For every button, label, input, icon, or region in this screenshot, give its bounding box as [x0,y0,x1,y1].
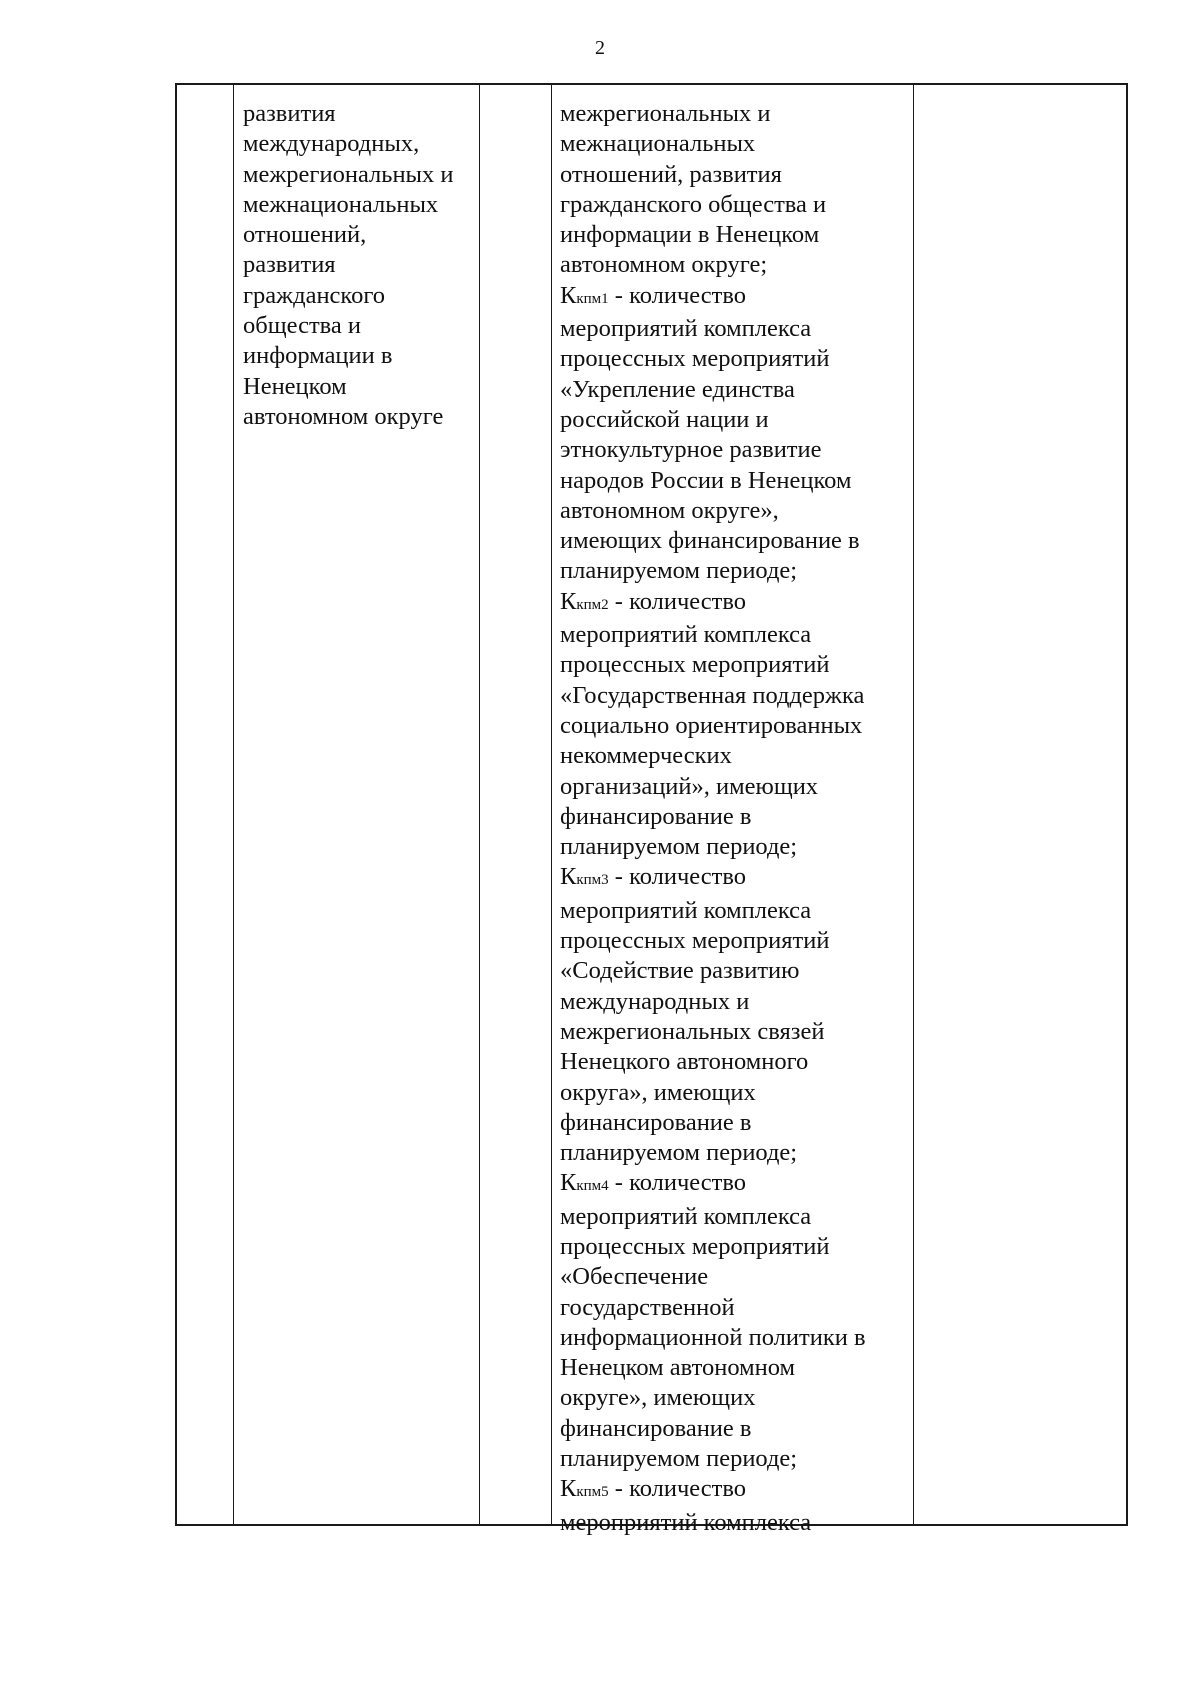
column-divider [551,85,552,1524]
page-number: 2 [595,37,605,59]
calculation-method-cell [560,99,866,1538]
text-line: государственной [560,1293,735,1321]
text-line: процессных мероприятий [560,927,830,955]
text-line: народов России в Ненецком [560,466,852,494]
text-line: межнациональных [243,190,439,218]
text-line: автономном округе», [560,496,779,524]
text-line: Ненецкого автономного [560,1048,809,1076]
text-line: организаций», имеющих [560,772,819,800]
text-line: межрегиональных и [243,160,454,188]
text-line: мероприятий комплекса [560,1202,812,1230]
text-line: планируемом периоде; [560,833,798,861]
text-line: международных и [560,987,750,1015]
coefficient-subscript: кпм5 [576,1484,609,1501]
text-line: финансирование в [560,1108,752,1136]
text-line: информации в Ненецком [560,221,820,249]
text-line [560,1474,866,1507]
text-line: общества и [243,312,362,340]
coefficient-symbol: К [560,281,577,309]
text-line: «Укрепление единства [560,375,795,403]
text-line: планируемом периоде; [560,1445,798,1473]
text-line: этнокультурное развитие [560,436,822,464]
text-line: процессных мероприятий [560,651,830,679]
text-line [560,281,866,314]
text-line: округе», имеющих [560,1384,756,1412]
text-line: отношений, [243,221,367,249]
text-line: автономном округе [243,402,444,430]
text-line: планируемом периоде; [560,557,798,585]
column-divider [913,85,914,1524]
text-line: отношений, развития [560,160,782,188]
text-line: мероприятий комплекса [560,621,812,649]
coefficient-description: - количество [608,1475,747,1503]
coefficient-symbol: К [560,587,577,615]
text-line [560,1168,866,1201]
text-line: процессных мероприятий [560,1232,830,1260]
coefficient-description: - количество [608,281,747,309]
coefficient-subscript: кпм4 [576,1178,609,1195]
text-line: межрегиональных и [560,100,771,127]
coefficient-subscript: кпм3 [576,872,609,889]
text-line: информационной политики в [560,1323,866,1351]
text-line: автономном округе; [560,251,768,279]
text-line: Ненецком [243,372,347,400]
text-line: развития [243,100,336,127]
text-line: Ненецком автономном [560,1354,795,1382]
text-line: российской нации и [560,405,769,433]
text-line [560,862,866,895]
text-line: гражданского общества и [560,190,827,218]
text-line: финансирование в [560,1414,752,1442]
column-divider [233,85,234,1524]
text-line: развития [243,251,336,279]
text-line: планируемом периоде; [560,1139,798,1167]
text-line: международных, [243,130,420,158]
indicator-table [175,83,1128,1536]
text-line [560,587,866,620]
text-line: гражданского [243,281,386,309]
text-line: мероприятий комплекса [560,896,812,924]
text-line: межрегиональных связей [560,1017,825,1045]
text-line: «Содействие развитию [560,957,800,985]
coefficient-description: - количество [608,587,747,615]
text-line: социально ориентированных [560,711,863,739]
text-line: округа», имеющих [560,1078,756,1106]
text-line: имеющих финансирование в [560,527,860,555]
text-line: некоммерческих [560,742,732,770]
coefficient-symbol: К [560,1169,577,1197]
text-line: мероприятий комплекса [560,1508,812,1536]
indicator-name-cell [243,99,454,432]
coefficient-description: - количество [608,1169,747,1197]
text-line: мероприятий комплекса [560,315,812,343]
column-divider [479,85,480,1524]
text-line: межнациональных [560,130,756,158]
text-line: «Обеспечение [560,1263,709,1291]
coefficient-symbol: К [560,1475,577,1503]
text-line: информации в [243,342,393,370]
text-line: «Государственная поддержка [560,681,865,709]
coefficient-symbol: К [560,863,577,891]
coefficient-subscript: кпм2 [576,596,609,613]
text-line: финансирование в [560,802,752,830]
coefficient-description: - количество [608,863,747,891]
coefficient-subscript: кпм1 [576,290,609,307]
text-line: процессных мероприятий [560,345,830,373]
